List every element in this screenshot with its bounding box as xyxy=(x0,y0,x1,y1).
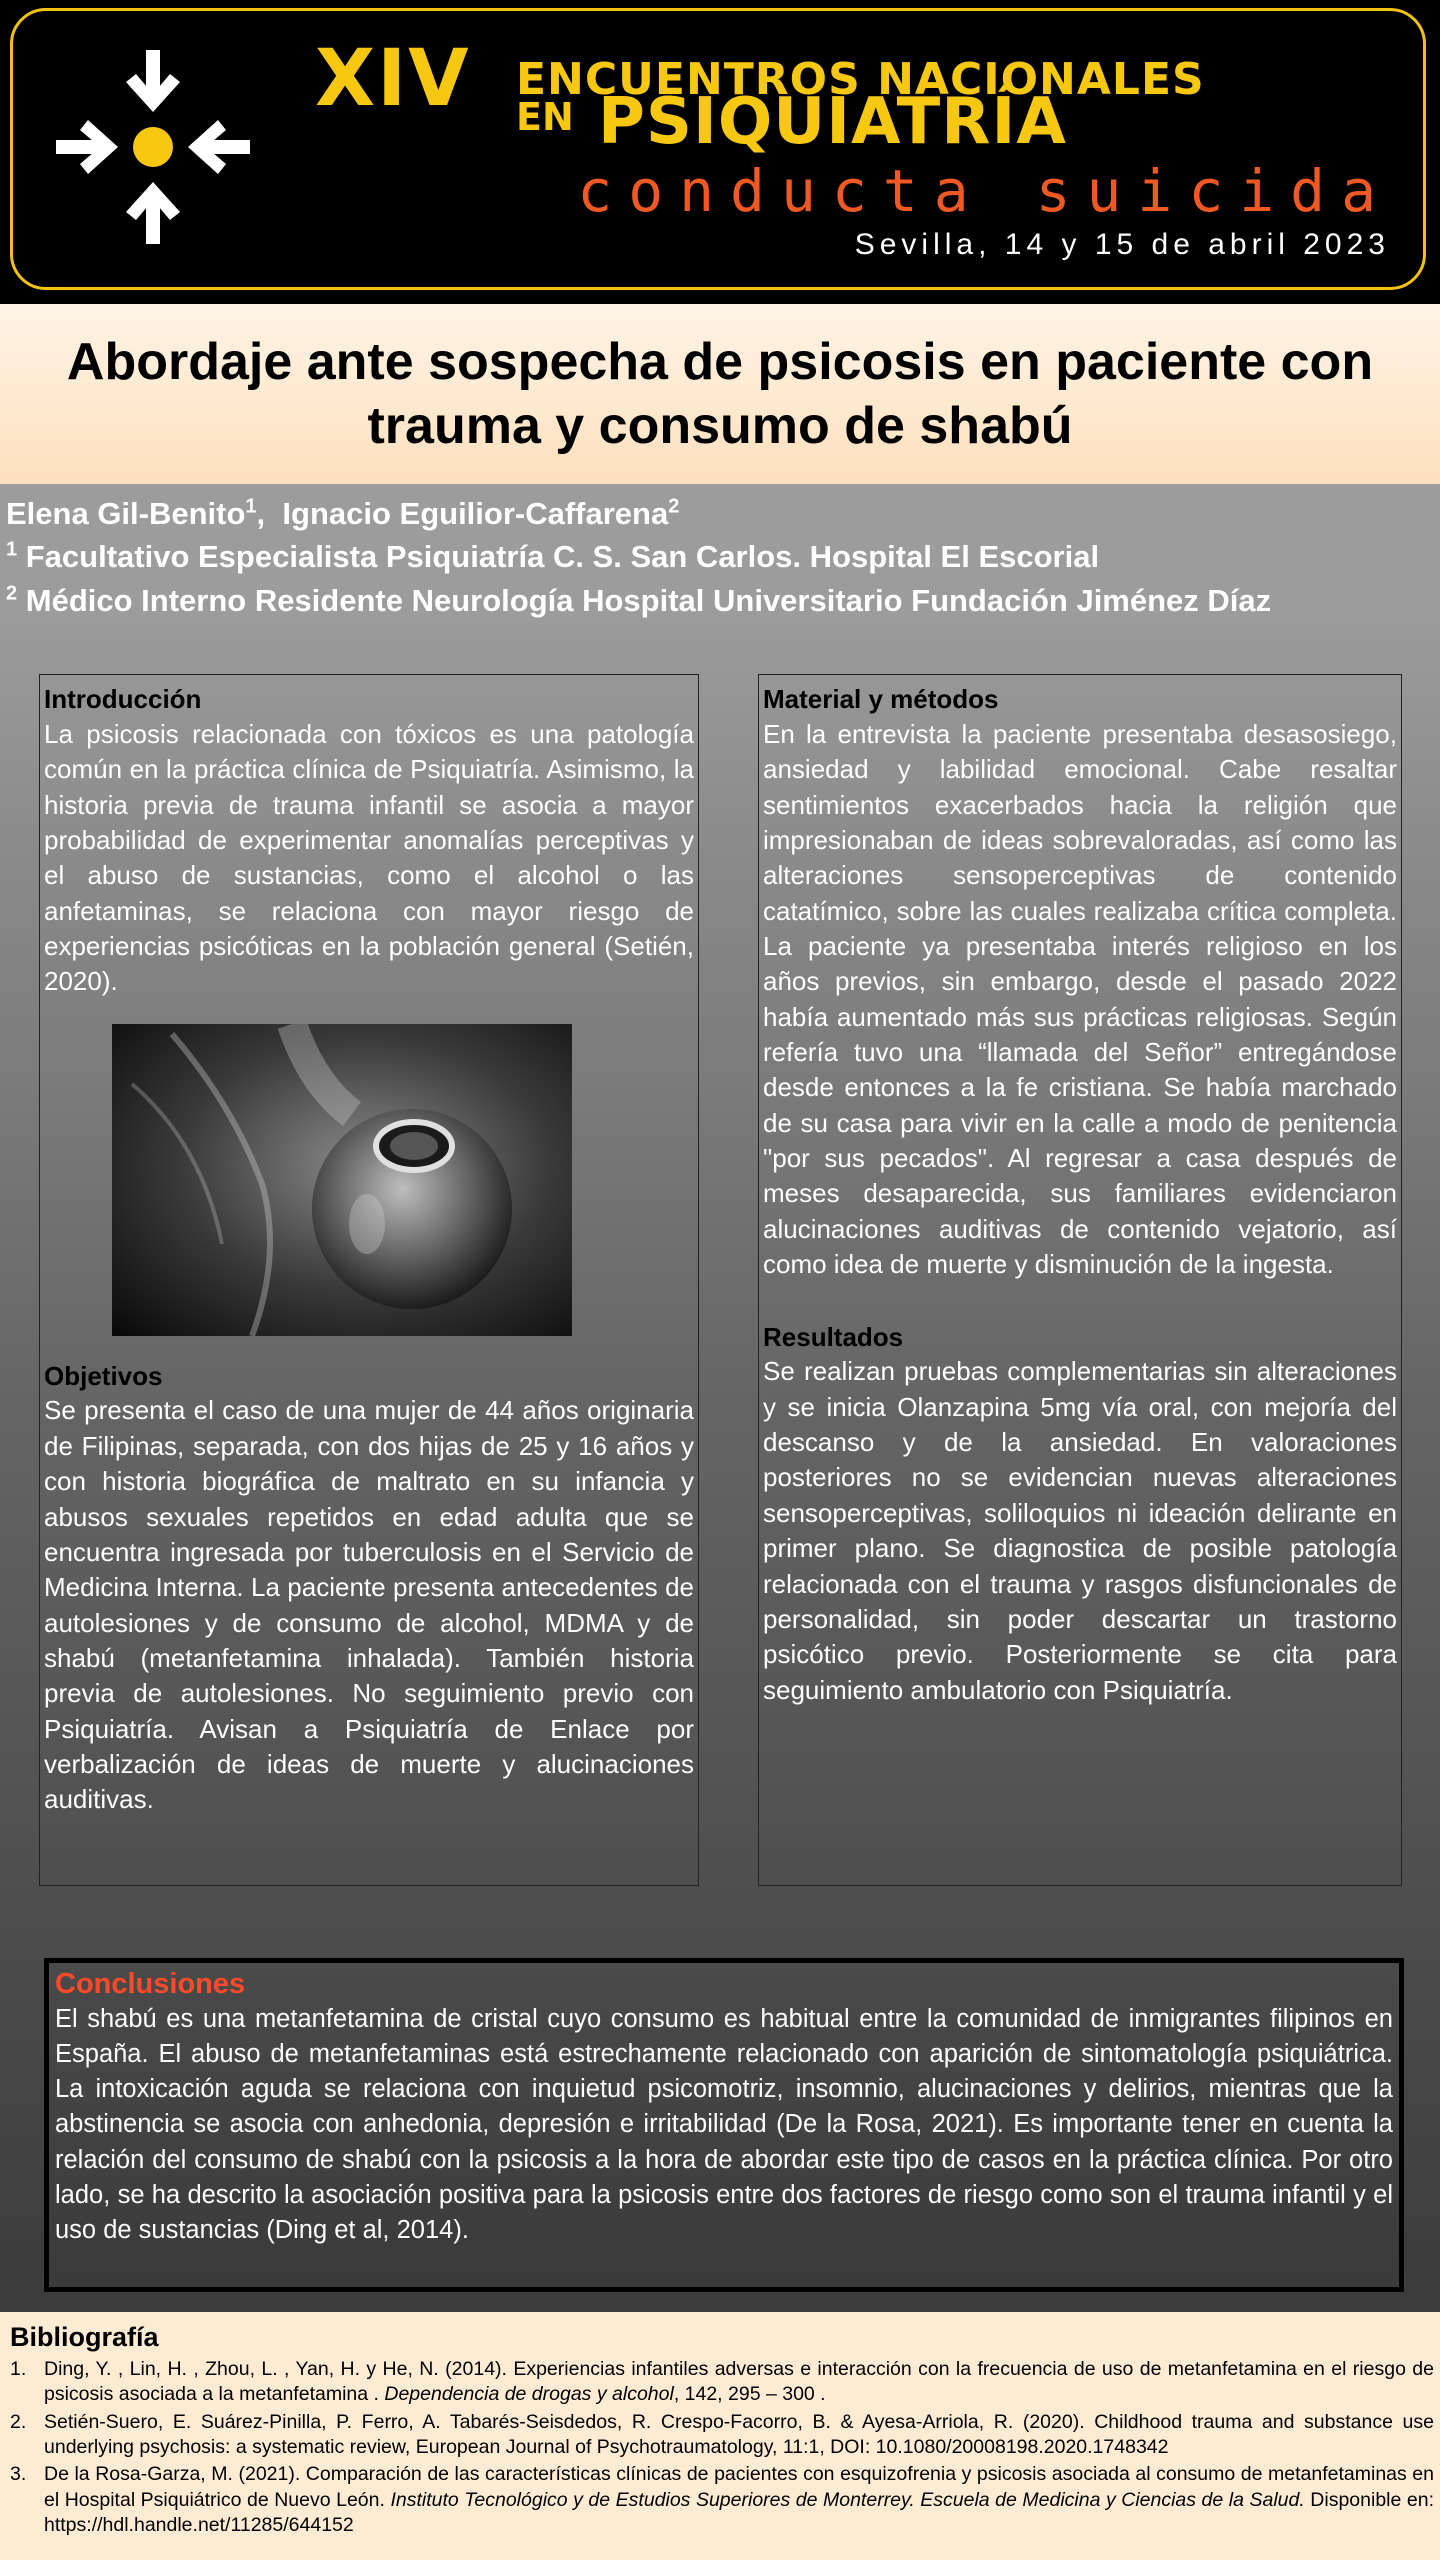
glass-bottle-photo xyxy=(112,1024,572,1336)
reference-item xyxy=(10,2462,1434,2538)
reference-number: 3. xyxy=(10,2463,27,2486)
author-names: Elena Gil-Benito$^1$, Ignacio Eguilior-Caffarena$^2$ xyxy=(6,495,680,531)
reference-number: 1. xyxy=(10,2358,27,2380)
reference-number: 2. xyxy=(10,2410,27,2433)
reference-journal: Instituto Tecnológico y de Estudios Superiores de Monterrey. Escuela de Medicina y Ciencias de la Salud. xyxy=(390,2488,1305,2511)
reference-tail: Disponible en: https://hdl.handle.net/11285/644152 xyxy=(44,2488,1434,2537)
conclusiones-text: El shabú es una metanfetamina de cristal cuyo consumo es habitual entre la comunidad de inmigrantes filipinos en España. El abuso de metanfetaminas está estrechamente relacionado con aparición de sintomatología psiquiátrica. La intoxicación aguda se relaciona con inquietud psicomotriz, insomnio, alucinaciones y delirios, mientras que la abstinencia se asocia con anhedonia, depresión e irritabilidad (De la Rosa, 2021). Es importante tener en cuenta la relación del consumo de shabú con la psicosis a la hora de abordar este tipo de casos en la práctica clínica. Por otro lado, se ha descrito la asociación positiva para la psicosis entre dos factores de riesgo como son el trauma infantil y el uso de sustancias (Ding et al, 2014). xyxy=(55,2004,1393,2244)
left-column xyxy=(39,674,699,1886)
affiliation-sup: 1 xyxy=(6,539,18,562)
poster-title: Abordaje ante sospecha de psicosis en paciente con trauma y consumo de shabú xyxy=(66,332,1374,455)
bibliografia-heading: Bibliografía xyxy=(10,2322,159,2352)
event-place-date: Sevilla, 14 y 15 de abril 2023 xyxy=(854,228,1390,261)
reference-item xyxy=(10,2357,1434,2408)
event-name-psiquiatria: PSIQUIATRÍA xyxy=(598,85,1067,159)
bibliografia-section xyxy=(0,2312,1440,2560)
objetivos-text: Se presenta el caso de una mujer de 44 años originaria de Filipinas, separada, con dos hijas de 25 y 16 años y con historia biográfica de maltrato en su infancia y abusos sexuales repetidos en edad adulta que se encuentra ingresada por tuberculosis en el Servicio de Medicina Interna. La paciente presenta antecedentes de autolesiones y de consumo de alcohol, MDMA y de shabú (metanfetamina inhalada). También historia previa de autolesiones. No seguimiento previo con Psiquiatría. Avisan a Psiquiatría de Enlace por verbalización de ideas de muerte y alucinaciones auditivas. xyxy=(44,1395,694,1815)
reference-list xyxy=(10,2357,1434,2538)
title-band xyxy=(0,304,1440,484)
reference-tail: , 142, 295 – 300 . xyxy=(673,2383,826,2406)
affiliation xyxy=(6,535,1434,578)
affiliation-text: Médico Interno Residente Neurología Hospital Universitario Fundación Jiménez Díaz xyxy=(25,582,1272,618)
introduccion-heading: Introducción xyxy=(44,684,202,714)
author-name: Elena Gil-Benito xyxy=(6,496,246,531)
material-heading: Material y métodos xyxy=(763,684,999,714)
event-theme: conducta suicida xyxy=(577,157,1392,225)
conclusiones-box xyxy=(44,1958,1404,2292)
event-name-line1: ENCUENTROS NACIONALES xyxy=(516,54,1205,105)
reference-text: Ding, Y. , Lin, H. , Zhou, L. , Yan, H. y He, N. (2014). Experiencias infantiles adversas e interacción con la frecuencia de uso de metanfetamina en el riesgo de psicosis asociada a la metanfetamina . xyxy=(44,2358,1434,2406)
author-sup: 2 xyxy=(668,495,680,518)
authors-band xyxy=(0,484,1440,618)
reference-text: De la Rosa-Garza, M. (2021). Comparación de las características clínicas de pacientes con esquizofrenia y psicosis asociada al consumo de metanfetaminas en el Hospital Psiquiátrico de Nuevo León. xyxy=(44,2463,1434,2511)
edition-number: XIV xyxy=(315,34,471,124)
introduccion-text: La psicosis relacionada con tóxicos es una patología común en la práctica clínica de Psiquiatría. Asimismo, la historia previa de trauma infantil se asocia a mayor probabilidad de experimentar anomalías perceptivas y el abuso de sustancias, como el alcohol o las anfetaminas, se relaciona con mayor riesgo de experiencias psicóticas en la población general (Setién, 2020). xyxy=(44,718,694,997)
reference-journal: Dependencia de drogas y alcohol xyxy=(384,2383,674,2406)
affiliation-text: Facultativo Especialista Psiquiatría C. S. San Carlos. Hospital El Escorial xyxy=(25,539,1100,575)
conclusiones-heading: Conclusiones xyxy=(55,1968,246,2000)
resultados-text: Se realizan pruebas complementarias sin alteraciones y se inicia Olanzapina 5mg vía oral, con mejoría del descanso y de la ansiedad. En valoraciones posteriores no se evidencian nuevas alteraciones sensoperceptivas, soliloquios ni ideación delirante en primer plano. Se diagnostica de posible patología relacionada con el trauma y rasgos disfuncionales de personalidad, sin poder descartar un trastorno psicótico previo. Posteriormente se cita para seguimiento ambulatorio con Psiquiatría. xyxy=(763,1356,1397,1705)
right-column xyxy=(758,674,1402,1886)
event-name-en: EN xyxy=(516,95,574,139)
reference-text: Setién-Suero, E. Suárez-Pinilla, P. Ferro, A. Tabarés-Seisdedos, R. Crespo-Facorro, B. & Ayesa-Arriola, R. (2020). Childhood trauma and substance use underlying psychosis: a systematic review, European Journal of Psychotraumatology, 11:1, DOI: 10.1080/20008198.2020.1748342 xyxy=(44,2410,1434,2459)
author-sup: 1 xyxy=(245,495,257,518)
arrows-logo-icon xyxy=(48,42,258,252)
resultados-heading: Resultados xyxy=(763,1321,904,1352)
material-text: En la entrevista la paciente presentaba desasosiego, ansiedad y labilidad emocional. Cabe resaltar sentimientos exacerbados hacia la religión que impresionaban de ideas sobrevaloradas, así como las alteraciones sensoperceptivas de contenido catatímico, sobre las cuales realizaba crítica completa. La paciente ya presentaba interés religioso en los años previos, sin embargo, desde el pasado 2022 había aumentado más sus prácticas religiosas. Según refería tuvo una “llamada del Señor” entregándose desde entonces a la fe cristiana. Se había marchado de su casa para vivir en la calle a modo de penitencia "por sus pecados". Al regresar a casa después de meses desaparecida, sus familiares evidenciaron alucinaciones auditivas de contenido vejatorio, así como idea de muerte y disminución de la ingesta. xyxy=(763,718,1397,1280)
event-banner xyxy=(0,0,1440,304)
author-name: Ignacio Eguilior-Caffarena xyxy=(282,496,669,531)
affiliation xyxy=(6,579,1434,622)
reference-item xyxy=(10,2410,1434,2461)
objetivos-heading: Objetivos xyxy=(44,1360,163,1391)
affiliation-sup: 2 xyxy=(6,582,18,605)
